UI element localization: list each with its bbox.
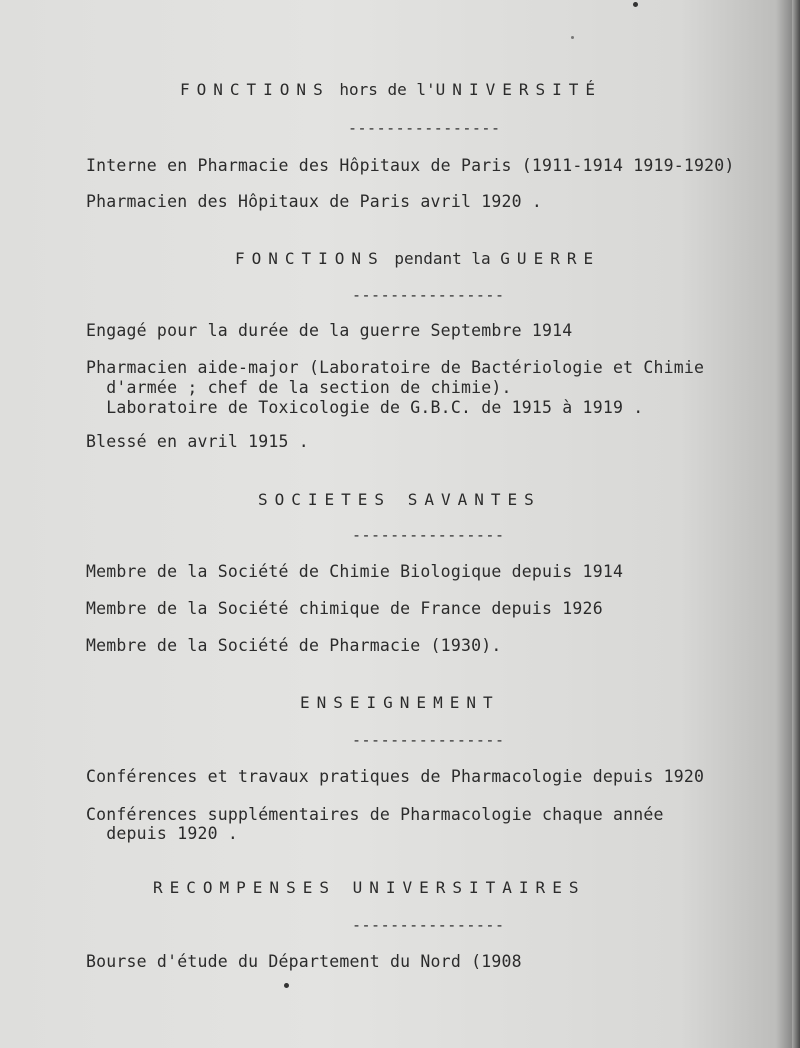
text-line: Conférences supplémentaires de Pharmacologie chaque année [86,805,664,824]
text-line: Engagé pour la durée de la guerre Septembre 1914 [86,321,573,340]
text-line: depuis 1920 . [86,824,239,843]
text-line: d'armée ; chef de la section de chimie). [86,378,512,397]
ink-speck [571,36,574,39]
text-line: Pharmacien des Hôpitaux de Paris avril 1920 . [86,192,543,211]
section-heading-societes-savantes: SOCIETES SAVANTES [258,490,541,509]
text-line: Conférences et travaux pratiques de Pharmacologie depuis 1920 [86,767,705,786]
ink-speck [284,983,289,988]
section-rule: ---------------- [352,286,505,304]
text-line: Pharmacien aide-major (Laboratoire de Bactériologie et Chimie [86,358,705,377]
text-line: Membre de la Société chimique de France depuis 1926 [86,599,603,618]
section-rule: ---------------- [348,119,501,137]
text-line: Blessé en avril 1915 . [86,432,309,451]
text-line: Membre de la Société de Chimie Biologique depuis 1914 [86,562,624,581]
text-line: Bourse d'étude du Département du Nord (1908 [86,952,522,971]
text-line: Interne en Pharmacie des Hôpitaux de Paris (1911-1914 1919-1920) [86,156,735,175]
section-heading-fonctions-hors-universite: FONCTIONS hors de l'UNIVERSITÉ [180,80,602,99]
text-line: Membre de la Société de Pharmacie (1930). [86,636,502,655]
ink-speck [633,2,638,7]
page-edge [792,0,800,1048]
section-rule: ---------------- [352,526,505,544]
section-heading-enseignement: ENSEIGNEMENT [300,693,500,712]
text-line: Laboratoire de Toxicologie de G.B.C. de 1915 à 1919 . [86,398,644,417]
section-rule: ---------------- [352,916,505,934]
section-rule: ---------------- [352,731,505,749]
section-heading-fonctions-guerre: FONCTIONS pendant la GUERRE [235,249,601,268]
section-heading-recompenses-universitaires: RECOMPENSES UNIVERSITAIRES [153,878,586,897]
